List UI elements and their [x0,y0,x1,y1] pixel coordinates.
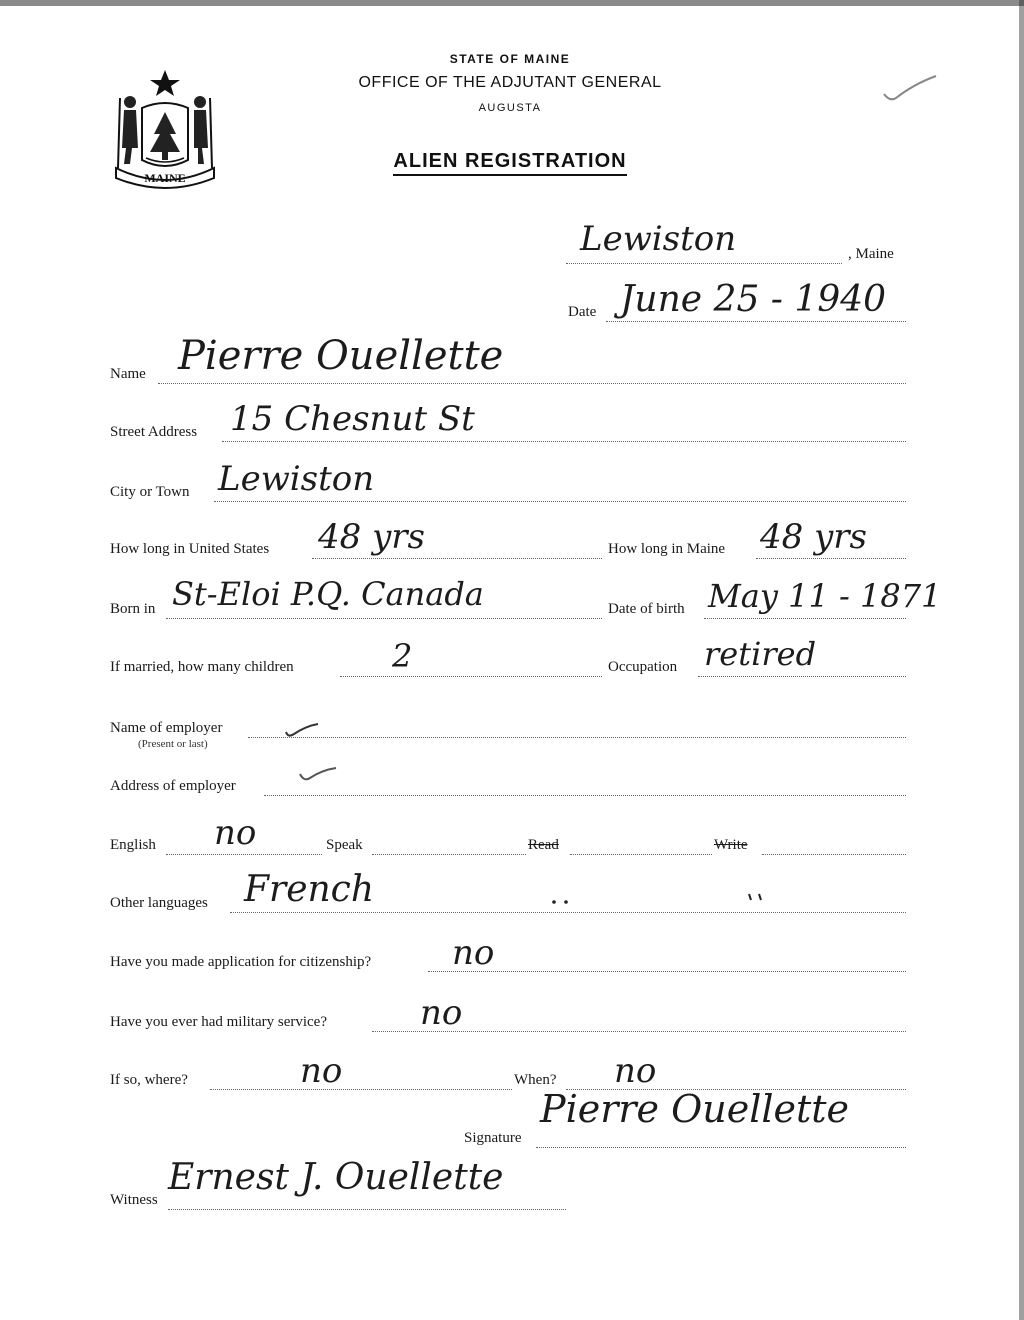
ditto-mark-icon [548,896,572,908]
military-value: no [420,993,463,1033]
other-languages-label: Other languages [110,895,208,911]
where-line [210,1089,512,1090]
occupation-line [698,676,906,677]
children-label: If married, how many children [110,659,294,675]
born-in-label: Born in [110,601,156,617]
name-line [158,383,906,384]
write-label: Write [714,837,748,853]
how-long-us-line [312,558,602,559]
date-line [606,321,906,322]
read-label: Read [528,837,559,853]
children-value: 2 [392,637,413,675]
english-label: English [110,837,156,853]
english-value: no [214,813,257,853]
town-line [566,263,842,264]
date-label: Date [568,304,597,320]
speak-label: Speak [326,837,363,853]
when-value: no [614,1051,657,1091]
scan-border-top [0,0,1024,6]
signature-line [536,1147,906,1148]
signature-value: Pierre Ouellette [540,1087,850,1131]
born-in-line [166,618,602,619]
where-label: If so, where? [110,1072,188,1088]
signature-label: Signature [464,1130,522,1146]
date-value: June 25 - 1940 [620,279,887,320]
military-label: Have you ever had military service? [110,1014,327,1030]
witness-line [168,1209,566,1210]
form-title-text: ALIEN REGISTRATION [393,150,626,176]
citizenship-value: no [452,933,495,973]
employer-address-line [264,795,906,796]
city-value: Lewiston [218,459,375,499]
witness-value: Ernest J. Ouellette [168,1157,504,1198]
how-long-us-value: 48 yrs [318,517,425,557]
scan-border-right [1019,0,1024,1320]
seal-text: MAINE [144,171,186,185]
employer-label: Name of employer [110,720,223,736]
employer-address-label: Address of employer [110,778,236,794]
state-heading: STATE OF MAINE [449,52,571,66]
witness-label: Witness [110,1192,158,1208]
street-line [222,441,906,442]
dob-label: Date of birth [608,601,685,617]
office-heading: OFFICE OF THE ADJUTANT GENERAL [358,74,662,91]
maine-suffix-label: , Maine [848,246,894,262]
english-line [166,854,322,855]
write-line [762,854,906,855]
city-line [214,501,906,502]
maine-seal-icon [110,68,220,192]
town-value: Lewiston [580,219,737,259]
citizenship-line [428,971,906,972]
name-value: Pierre Ouellette [178,333,504,379]
born-in-value: St-Eloi P.Q. Canada [172,575,484,613]
check-mark-icon [880,72,940,108]
employer-tick-icon [282,718,322,740]
employer-address-tick-icon [296,764,340,784]
citizenship-label: Have you made application for citizenship? [110,954,372,970]
other-languages-line [230,912,906,913]
dob-value: May 11 - 1871 [708,577,942,615]
street-label: Street Address [110,424,198,440]
city-heading: AUGUSTA [478,102,542,114]
speak-line [372,854,526,855]
how-long-maine-line [756,558,906,559]
children-line [340,676,602,677]
how-long-maine-value: 48 yrs [760,517,867,557]
employer-sub-label: (Present or last) [138,738,208,750]
occupation-value: retired [704,635,817,673]
name-label: Name [110,366,146,382]
read-line [570,854,712,855]
ditto-mark-2-icon [744,890,768,904]
occupation-label: Occupation [608,659,678,675]
where-value: no [300,1051,343,1091]
when-label: When? [514,1072,557,1088]
city-label: City or Town [110,484,190,500]
how-long-us-label: How long in United States [110,541,270,557]
street-value: 15 Chesnut St [230,399,475,439]
dob-line [704,618,906,619]
form-title [300,150,720,173]
other-languages-value: French [244,869,375,910]
how-long-maine-label: How long in Maine [608,541,726,557]
employer-line [248,737,906,738]
